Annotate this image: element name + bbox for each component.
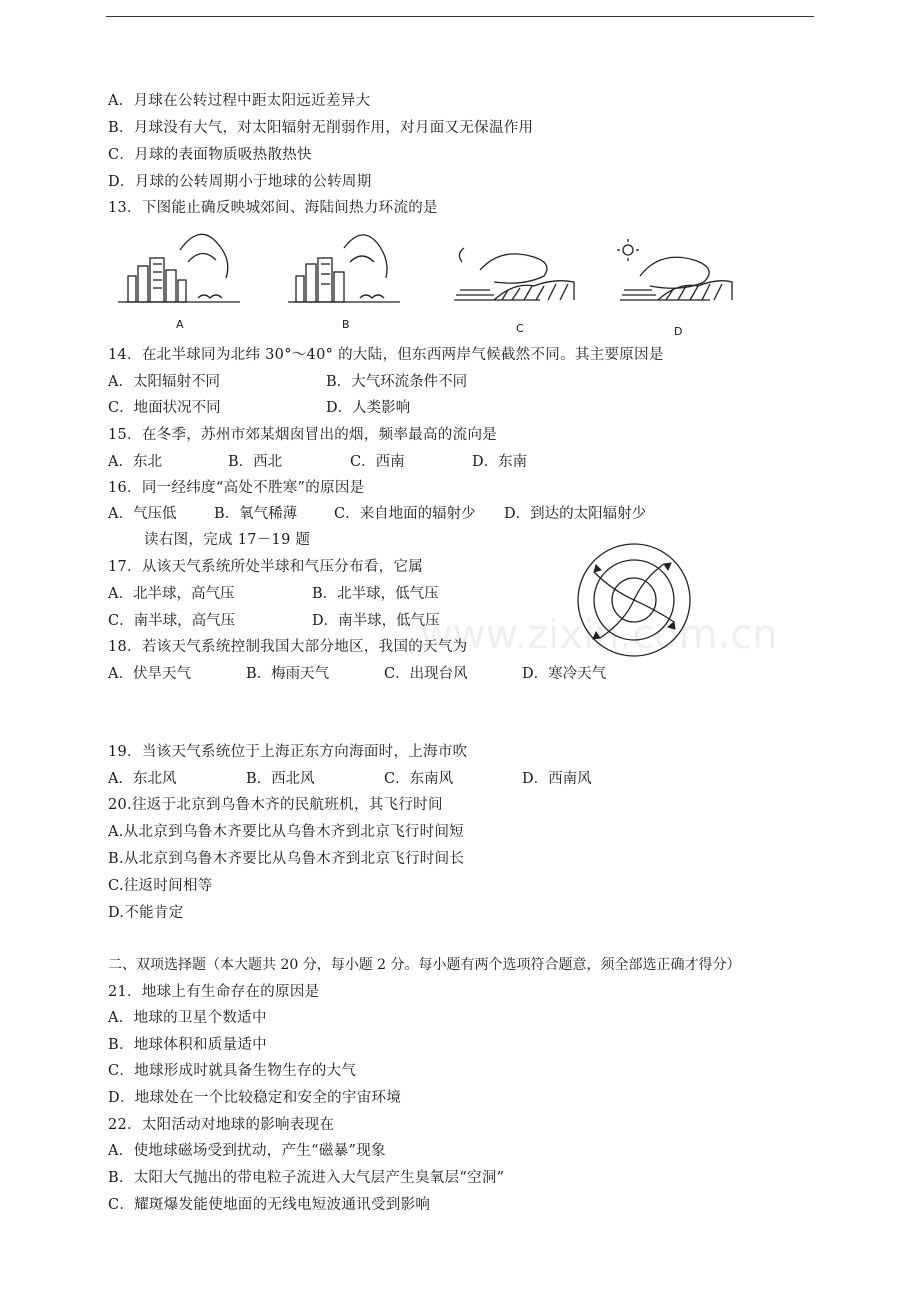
figure-c-sea-land-circulation — [454, 248, 574, 300]
q15-option-d: D．东南 — [472, 454, 528, 470]
header-rule — [106, 16, 814, 17]
q14-stem: 14．在北半球同为北纬 30°～40° 的大陆，但东西两岸气候截然不同。其主要原因是 — [108, 347, 664, 363]
q14-option-c: C．地面状况不同 — [108, 400, 221, 416]
q15-option-a: A．东北 — [108, 454, 162, 470]
q21-option-a: A．地球的卫星个数适中 — [108, 1010, 267, 1026]
figure-a-city-heat-circulation — [118, 234, 240, 302]
q16-option-d: D．到达的太阳辐射少 — [504, 506, 647, 522]
q18-option-a: A．伏旱天气 — [108, 666, 191, 682]
q20-option-c: C.往返时间相等 — [108, 878, 213, 894]
q22-option-a: A．使地球磁场受到扰动，产生“磁暴”现象 — [108, 1143, 386, 1159]
q12-option-b: B．月球没有大气，对太阳辐射无削弱作用，对月面又无保温作用 — [108, 120, 534, 136]
q20-option-b: B.从北京到乌鲁木齐要比从乌鲁木齐到北京飞行时间长 — [108, 851, 465, 867]
q13-stem: 13．下图能止确反映城郊间、海陆间热力环流的是 — [108, 200, 438, 216]
q17-stem: 17．从该天气系统所处半球和气压分布看，它属 — [108, 559, 424, 575]
q12-option-a: A．月球在公转过程中距太阳远近差异大 — [108, 93, 371, 109]
q14-option-b: B．大气环流条件不同 — [326, 374, 468, 390]
q20-stem: 20.往返于北京到乌鲁木齐的民航班机，其飞行时间 — [108, 797, 443, 813]
q22-stem: 22．太阳活动对地球的影响表现在 — [108, 1117, 335, 1133]
q18-option-b: B．梅雨天气 — [246, 666, 330, 682]
q16-stem: 16．同一经纬度“高处不胜寒”的原因是 — [108, 480, 365, 496]
figure-b-city-heat-circulation — [288, 235, 400, 302]
q21-option-d: D．地球处在一个比较稳定和安全的宇宙环境 — [108, 1090, 402, 1106]
q15-option-b: B．西北 — [228, 454, 283, 470]
q14-option-a: A．太阳辐射不同 — [108, 374, 220, 390]
q22-option-c: C．耀斑爆发能使地面的无线电短波通讯受到影响 — [108, 1197, 431, 1213]
q17-option-a: A．北半球，高气压 — [108, 586, 235, 602]
q21-stem: 21．地球上有生命存在的原因是 — [108, 984, 320, 1000]
watermark-text: www.zixin.com.cn — [420, 612, 778, 658]
q19-option-c: C．东南风 — [384, 771, 454, 787]
q22-option-b: B．太阳大气抛出的带电粒子流进入大气层产生臭氧层“空洞” — [108, 1170, 505, 1186]
q16-option-a: A．气压低 — [108, 506, 177, 522]
q17-19-instruction: 读右图，完成 17－19 题 — [144, 532, 311, 548]
q16-option-b: B．氧气稀薄 — [214, 506, 298, 522]
q19-option-b: B．西北风 — [246, 771, 315, 787]
q17-option-d: D．南半球，低气压 — [312, 613, 440, 629]
figure-label-c: C — [516, 322, 524, 335]
q19-option-a: A．东北风 — [108, 771, 177, 787]
q20-option-a: A.从北京到乌鲁木齐要比从乌鲁木齐到北京飞行时间短 — [108, 824, 465, 840]
q21-option-c: C．地球形成时就具备生物生存的大气 — [108, 1063, 357, 1079]
q16-option-c: C．来自地面的辐射少 — [334, 506, 476, 522]
figure-d-sea-land-circulation — [617, 239, 732, 300]
q17-option-b: B．北半球，低气压 — [312, 586, 439, 602]
q18-stem: 18．若该天气系统控制我国大部分地区，我国的天气为 — [108, 639, 468, 655]
q14-option-d: D．人类影响 — [326, 400, 411, 416]
section-2-heading: 二、双项选择题（本大题共 20 分，每小题 2 分。每小题有两个选项符合题意，须全部选正确才得分） — [108, 957, 741, 973]
figure-label-d: D — [674, 325, 683, 338]
q17-option-c: C．南半球，高气压 — [108, 613, 236, 629]
q12-option-d: D．月球的公转周期小于地球的公转周期 — [108, 174, 372, 190]
q19-option-d: D．西南风 — [522, 771, 592, 787]
q20-option-d: D.不能肯定 — [108, 905, 184, 921]
figure-label-a: A — [176, 318, 184, 331]
q12-option-c: C．月球的表面物质吸热散热快 — [108, 147, 312, 163]
q15-stem: 15．在冬季，苏州市郊某烟囱冒出的烟，频率最高的流向是 — [108, 427, 498, 443]
figure-label-b: B — [342, 318, 350, 331]
q15-option-c: C．西南 — [350, 454, 405, 470]
q18-option-d: D．寒冷天气 — [522, 666, 607, 682]
q13-figure — [110, 228, 750, 340]
q18-option-c: C．出现台风 — [384, 666, 468, 682]
q21-option-b: B．地球体积和质量适中 — [108, 1037, 267, 1053]
q19-stem: 19．当该天气系统位于上海正东方向海面时，上海市吹 — [108, 744, 468, 760]
